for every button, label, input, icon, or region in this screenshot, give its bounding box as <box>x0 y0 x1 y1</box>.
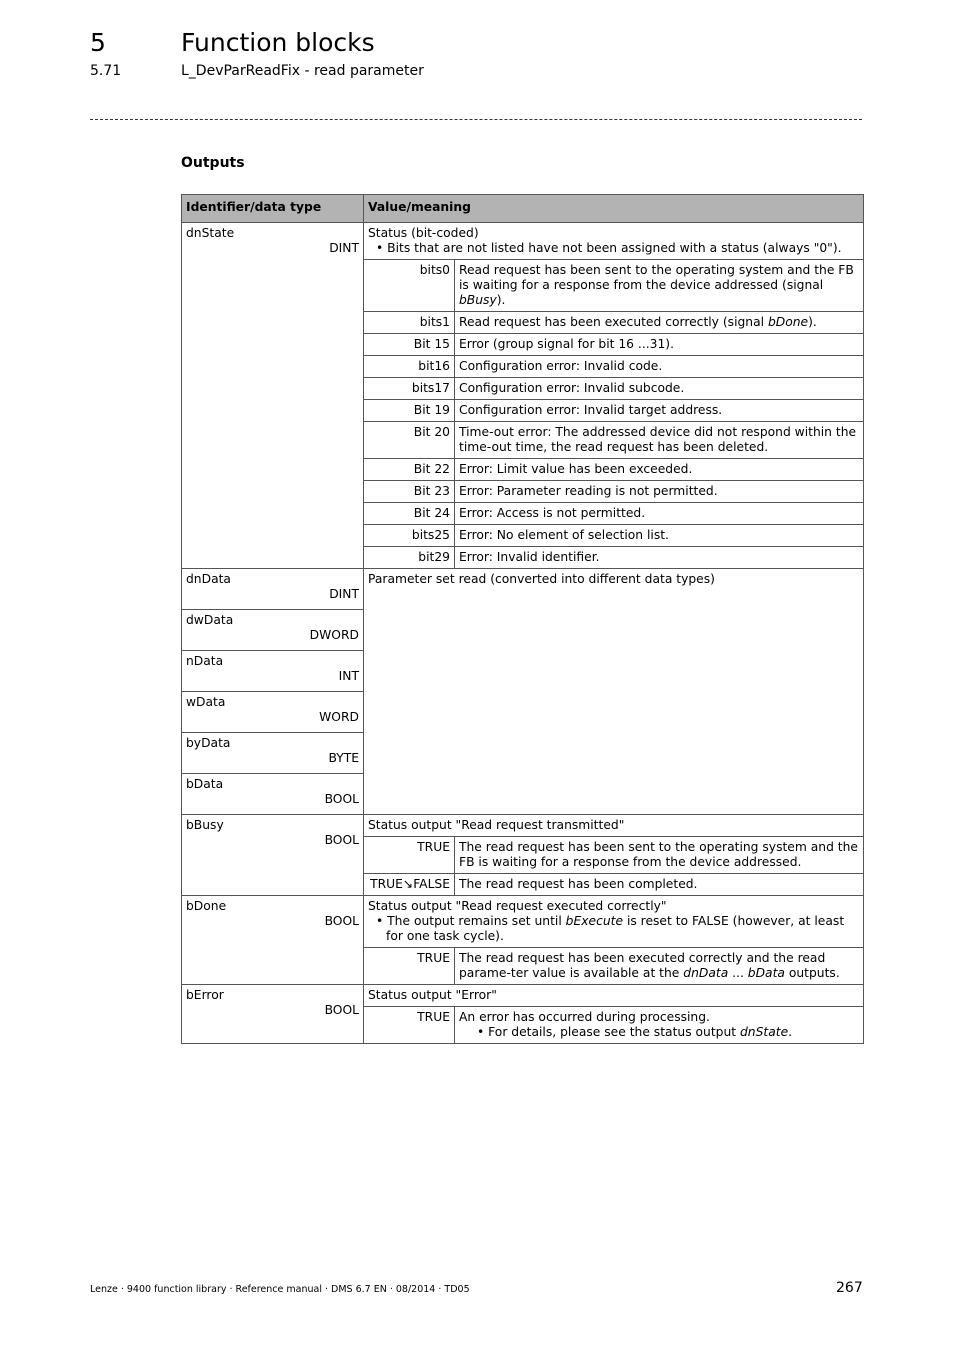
table-row-dndata <box>182 569 864 610</box>
bit-row <box>364 260 863 312</box>
bit-row <box>364 400 863 422</box>
state-row <box>364 874 863 896</box>
bit-key: Bit 20 <box>364 422 455 459</box>
identifier-name: dnState <box>186 226 235 240</box>
value-cell <box>364 985 864 1044</box>
bit-meaning: Read request has been sent to the operating system and the FB is waiting for a response from the device addressed (signal bBusy). <box>455 260 864 312</box>
identifier-name: byData <box>186 736 231 750</box>
identifier-name: dwData <box>186 613 234 627</box>
identifier-cell <box>182 985 364 1044</box>
value-description <box>364 896 863 947</box>
state-meaning: The read request has been completed. <box>455 874 864 896</box>
identifier-name: wData <box>186 695 226 709</box>
status-description: Status output "Read request executed correctly" <box>368 899 667 913</box>
table-row-berror <box>182 985 864 1044</box>
bit-meaning: Configuration error: Invalid code. <box>455 356 864 378</box>
identifier-cell <box>182 774 364 815</box>
bit-key: Bit 22 <box>364 459 455 481</box>
table-header-row <box>182 195 864 223</box>
state-meaning: The read request has been executed correctly and the read parame-ter value is available at the dnData ... bData outputs. <box>455 948 864 985</box>
state-key: TRUE <box>364 837 455 874</box>
bullet-note: • For details, please see the status output dnState. <box>477 1025 793 1039</box>
identifier-cell <box>182 692 364 733</box>
chapter-number: 5 <box>90 28 106 57</box>
value-cell <box>364 815 864 896</box>
identifier-cell <box>182 569 364 610</box>
identifier-name: bDone <box>186 899 227 913</box>
state-row <box>364 948 863 985</box>
value-description <box>364 223 863 259</box>
bit-row <box>364 525 863 547</box>
bit-meaning: Error (group signal for bit 16 ...31). <box>455 334 864 356</box>
bit-row <box>364 481 863 503</box>
state-table <box>364 1006 863 1043</box>
identifier-type: BOOL <box>324 833 359 847</box>
bit-row <box>364 503 863 525</box>
value-cell <box>364 223 864 569</box>
bit-key: Bit 23 <box>364 481 455 503</box>
bit-row <box>364 378 863 400</box>
table-row-bdone <box>182 896 864 985</box>
state-meaning <box>455 1007 864 1044</box>
identifier-name: nData <box>186 654 224 668</box>
state-table <box>364 947 863 984</box>
bit-meaning: Error: Access is not permitted. <box>455 503 864 525</box>
identifier-name: dnData <box>186 572 231 586</box>
identifier-cell <box>182 651 364 692</box>
value-cell <box>364 569 864 815</box>
bit-row <box>364 459 863 481</box>
chapter-title: Function blocks <box>181 28 375 57</box>
bit-meaning: Read request has been executed correctly (signal bDone). <box>455 312 864 334</box>
identifier-cell <box>182 223 364 569</box>
bit-meaning: Configuration error: Invalid target address. <box>455 400 864 422</box>
bit-table <box>364 259 863 568</box>
state-row <box>364 1007 863 1044</box>
state-meaning-text: An error has occurred during processing. <box>459 1010 710 1024</box>
outputs-heading: Outputs <box>181 155 245 171</box>
table-row-dnstate <box>182 223 864 569</box>
bit-key: Bit 19 <box>364 400 455 422</box>
bit-row <box>364 547 863 569</box>
bit-row <box>364 334 863 356</box>
identifier-type: INT <box>338 669 359 683</box>
page-number: 267 <box>836 1280 863 1296</box>
bit-key: bits1 <box>364 312 455 334</box>
status-description: Status (bit-coded) <box>368 226 479 240</box>
bit-row <box>364 312 863 334</box>
column-header-identifier: Identifier/data type <box>182 195 364 223</box>
bit-key: bits17 <box>364 378 455 400</box>
identifier-cell <box>182 896 364 985</box>
state-row <box>364 837 863 874</box>
identifier-name: bData <box>186 777 224 791</box>
identifier-cell <box>182 815 364 896</box>
table-row-bbusy <box>182 815 864 896</box>
header-divider <box>90 119 862 120</box>
state-key: TRUE↘FALSE <box>364 874 455 896</box>
outputs-table <box>181 194 864 1044</box>
identifier-type: DWORD <box>309 628 359 642</box>
value-description: Status output "Read request transmitted" <box>368 818 625 832</box>
bullet-note: • The output remains set until bExecute is reset to FALSE (however, at least for one task cycle). <box>376 914 845 943</box>
bit-key: bit29 <box>364 547 455 569</box>
bit-meaning: Configuration error: Invalid subcode. <box>455 378 864 400</box>
identifier-cell <box>182 733 364 774</box>
state-table <box>364 836 863 895</box>
bit-row <box>364 356 863 378</box>
bit-key: bit16 <box>364 356 455 378</box>
bullet-note: • Bits that are not listed have not been assigned with a status (always "0"). <box>376 241 842 255</box>
bit-key: bits0 <box>364 260 455 312</box>
section-number: 5.71 <box>90 63 122 79</box>
identifier-type: BYTE <box>328 751 359 765</box>
bit-meaning: Error: Limit value has been exceeded. <box>455 459 864 481</box>
identifier-type: BOOL <box>324 914 359 928</box>
section-title: L_DevParReadFix - read parameter <box>181 63 424 79</box>
value-description: Status output "Error" <box>368 988 497 1002</box>
state-key: TRUE <box>364 1007 455 1044</box>
bit-meaning: Error: Invalid identifier. <box>455 547 864 569</box>
identifier-type: WORD <box>319 710 359 724</box>
footer-text: Lenze · 9400 function library · Reference manual · DMS 6.7 EN · 08/2014 · TD05 <box>90 1284 470 1295</box>
identifier-type: BOOL <box>324 792 359 806</box>
identifier-cell <box>182 610 364 651</box>
bit-meaning: Error: No element of selection list. <box>455 525 864 547</box>
state-key: TRUE <box>364 948 455 985</box>
bit-key: Bit 15 <box>364 334 455 356</box>
identifier-name: bError <box>186 988 224 1002</box>
state-meaning: The read request has been sent to the operating system and the FB is waiting for a response from the device addressed. <box>455 837 864 874</box>
bit-key: bits25 <box>364 525 455 547</box>
column-header-value: Value/meaning <box>364 195 864 223</box>
bit-meaning: Error: Parameter reading is not permitted. <box>455 481 864 503</box>
identifier-name: bBusy <box>186 818 224 832</box>
bit-row <box>364 422 863 459</box>
identifier-type: DINT <box>329 241 359 255</box>
bit-meaning: Time-out error: The addressed device did not respond within the time-out time, the read request has been deleted. <box>455 422 864 459</box>
value-description: Parameter set read (converted into different data types) <box>368 572 715 586</box>
value-cell <box>364 896 864 985</box>
identifier-type: BOOL <box>324 1003 359 1017</box>
bit-key: Bit 24 <box>364 503 455 525</box>
identifier-type: DINT <box>329 587 359 601</box>
